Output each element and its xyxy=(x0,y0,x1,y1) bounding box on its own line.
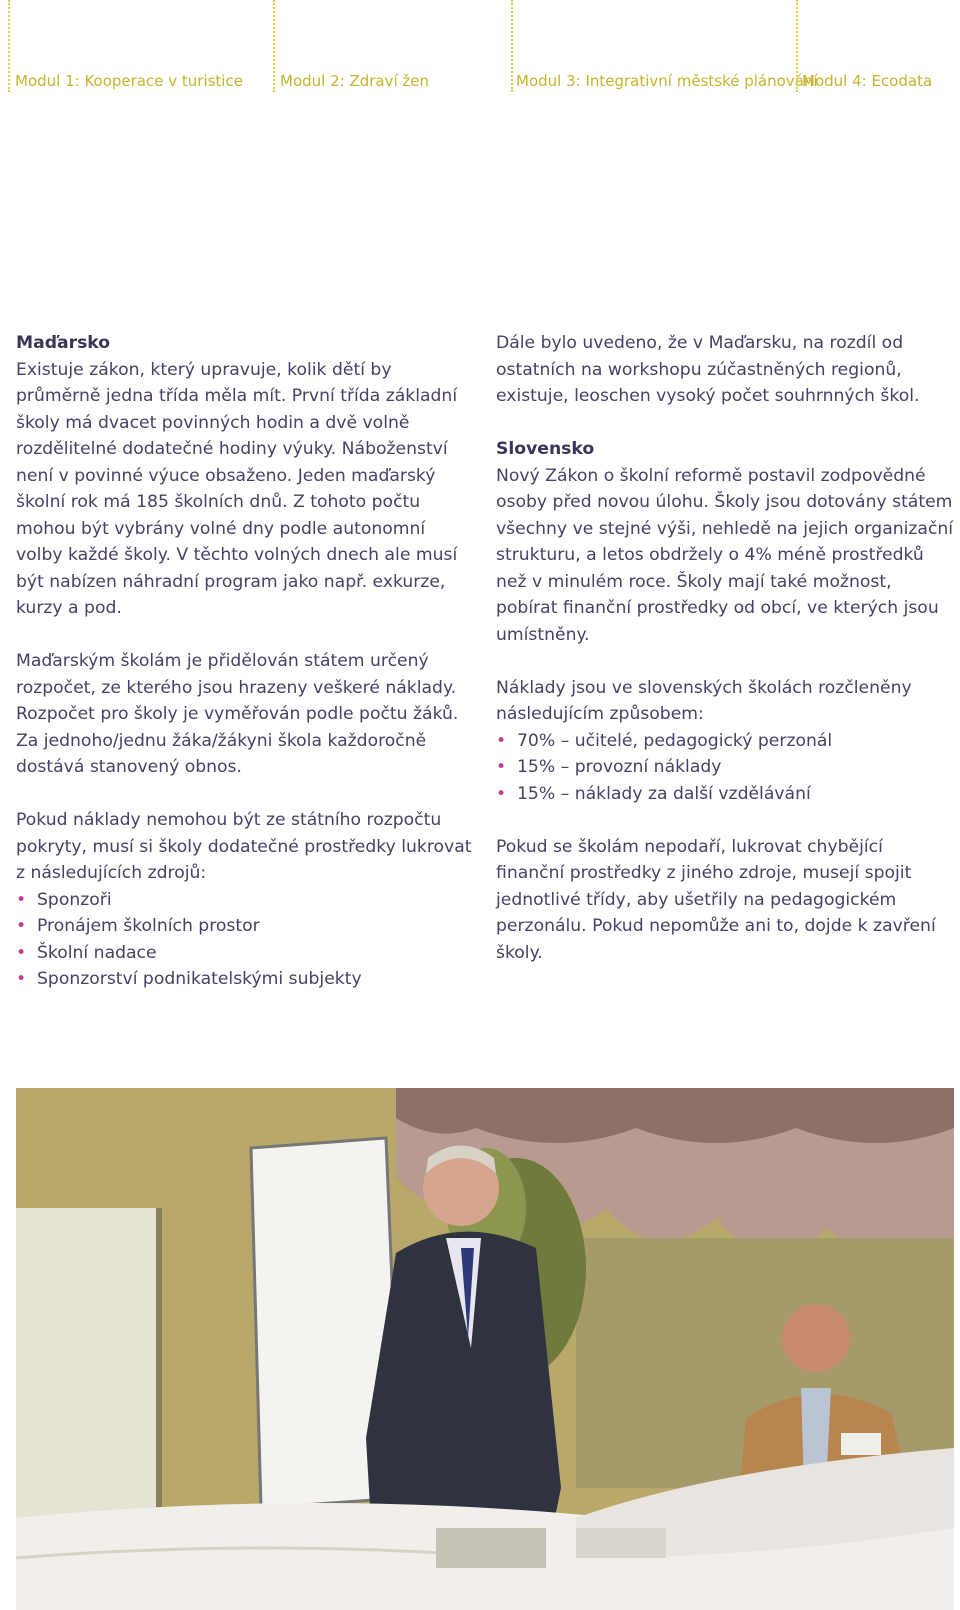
section-heading-slovakia: Slovensko xyxy=(496,439,595,459)
paragraph: Nový Zákon o školní reformě postavil zodpovědné osoby před novou úlohu. Školy jsou dotovány státem všechny ve stejné výši, nehledě na jejich organizační strukturu, a letos obdržely o 4% méně prostředků než v minulém roce. Školy mají také možnost, pobírat finanční prostředky od obcí, ve kterých jsou umístněny. xyxy=(496,465,954,645)
bullet-icon: • xyxy=(16,916,27,936)
section-heading-hungary: Maďarsko xyxy=(16,333,111,353)
workshop-photo xyxy=(16,1088,954,1610)
right-column xyxy=(496,330,956,966)
bullet-icon: • xyxy=(496,783,507,804)
list-item: • Sponzoři xyxy=(16,887,476,914)
nav-label[interactable]: Modul 2: Zdraví žen xyxy=(280,72,430,90)
nav-item-module-1[interactable] xyxy=(8,0,243,92)
bullet-icon: • xyxy=(16,942,27,963)
bullet-icon: • xyxy=(16,969,27,989)
list-item: • Pronájem školních prostor xyxy=(16,913,476,940)
list-item: • 70% – učitelé, pedagogický perzonál xyxy=(496,728,956,755)
funding-sources-list xyxy=(16,887,476,993)
left-column xyxy=(16,330,476,993)
list-item: • 15% – provozní náklady xyxy=(496,754,956,781)
bullet-icon: • xyxy=(16,889,27,910)
nav-label[interactable]: Modul 4: Ecodata xyxy=(802,72,933,90)
nav-item-module-4[interactable] xyxy=(796,0,933,92)
bullet-icon: • xyxy=(496,757,507,777)
nav-label[interactable]: Modul 1: Kooperace v turistice xyxy=(15,72,243,90)
paragraph: Pokud náklady nemohou být ze státního rozpočtu pokryty, musí si školy dodatečné prostředky lukrovat z následujících zdrojů: xyxy=(16,810,472,883)
list-item: • 15% – náklady za další vzdělávání xyxy=(496,781,956,808)
paragraph: Dále bylo uvedeno, že v Maďarsku, na rozdíl od ostatních na workshopu zúčastněných regionů, existuje, leoschen vysoký počet souhrnných škol. xyxy=(496,333,920,406)
paragraph: Pokud se školám nepodaří, lukrovat chybějící finanční prostředky z jiného zdroje, musejí spojit jednotlivé třídy, aby ušetřily na pedagogickém perzonálu. Pokud nepomůže ani to, dojde k zavření školy. xyxy=(496,836,936,963)
list-item: • Školní nadace xyxy=(16,940,476,967)
paragraph: Existuje zákon, který upravuje, kolik dětí by průměrně jedna třída měla mít. První třída základní školy má dvacet povinných hodin a dvě volně rozdělitelné dodatečné hodiny výuky. Náboženství není v povinné výuce obsaženo. Jeden maďarský školní rok má 185 školních dnů. Z tohoto počtu mohou být vybrány volné dny podle autonomní volby každé školy. V těchto volných dnech ale musí být nabízen náhradní program jako např. exkurze, kurzy a pod. xyxy=(16,359,458,618)
paragraph: Maďarským školám je přidělován státem určený rozpočet, ze kterého jsou hrazeny veškeré náklady. Rozpočet pro školy je vyměřován podle počtu žáků. Za jednoho/jednu žáka/žákyni škola každoročně dostává stanovený obnos. xyxy=(16,651,459,777)
nav-label[interactable]: Modul 3: Integrativní městské plánování xyxy=(516,72,818,90)
bullet-icon: • xyxy=(496,730,507,751)
nav-item-module-2[interactable] xyxy=(273,0,430,92)
list-item: • Sponzorství podnikatelskými subjekty xyxy=(16,966,476,993)
cost-breakdown-list xyxy=(496,728,956,808)
paragraph: Náklady jsou ve slovenských školách rozčleněny následujícím způsobem: xyxy=(496,677,912,724)
nav-item-module-3[interactable] xyxy=(511,0,818,92)
module-nav xyxy=(0,0,960,100)
